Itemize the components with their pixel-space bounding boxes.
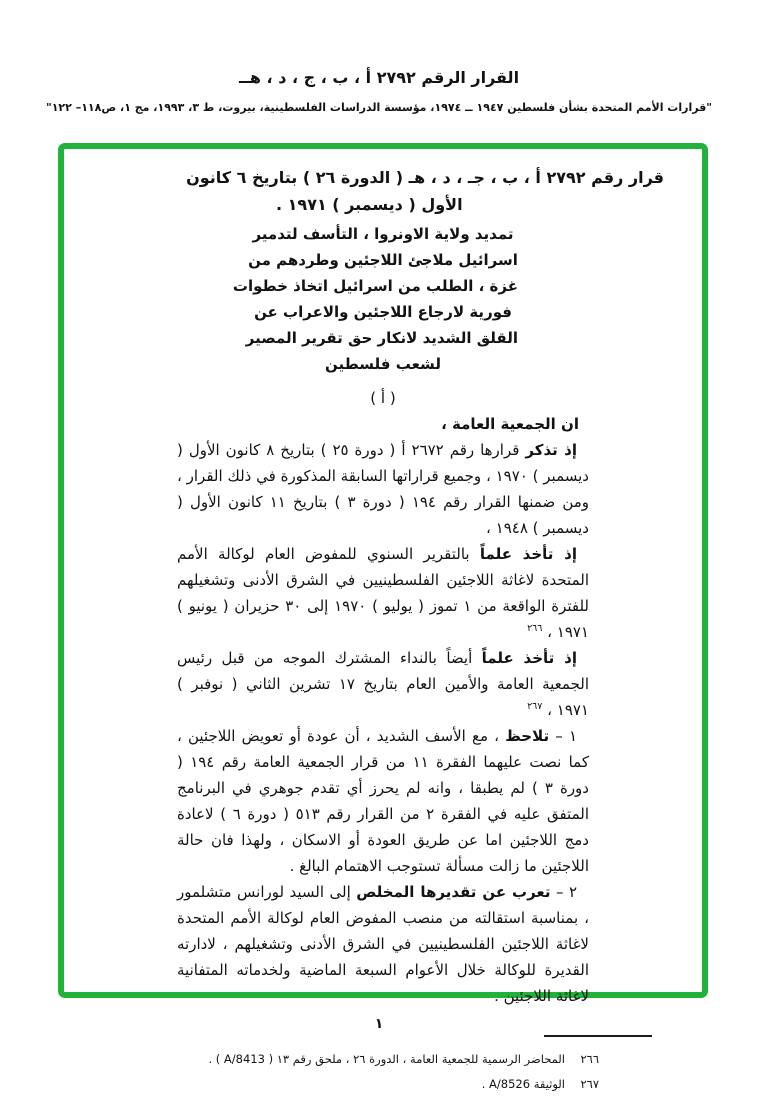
footnotes (181, 1047, 599, 1097)
footnote-number: ٢٦٦ (580, 1052, 599, 1066)
resolution-title-line1: قرار رقم ٢٧٩٢ أ ، ب ، جـ ، د ، هـ ( الدورة ٢٦ ) بتاريخ ٦ كانون (186, 168, 664, 187)
subtitle-line: غزة ، الطلب من اسرائيل اتخاذ خطوات (232, 277, 518, 295)
resolution-title (186, 164, 664, 218)
resolution-title-line2: الأول ( ديسمبر ) ١٩٧١ . (276, 195, 463, 214)
paragraph-taking-note-1 (177, 541, 589, 645)
paragraph-text: بالتقرير السنوي للمفوض العام لوكالة الأمم المتحدة لاغاثة اللاجئين الفلسطينيين في الشرق الأدنى وتشغيلهم للفترة الواقعة من ١ تموز ( يوليو ) ١٩٧٠ إلى ٣٠ حزيران ( يونيو ) ١٩٧١ ، (177, 545, 589, 641)
footnote-266 (181, 1047, 599, 1072)
resolution-body (177, 411, 589, 1009)
footnote-ref-267: ٢٦٧ (527, 701, 543, 712)
footnote-267 (181, 1072, 599, 1097)
subtitle-line: تمديد ولاية الاونروا ، التأسف لتدمير (252, 225, 514, 243)
paragraph-lead: تعرب عن تقديرها المخلص (356, 883, 551, 901)
footnote-separator (544, 1035, 652, 1037)
paragraph-text: ، مع الأسف الشديد ، أن عودة أو تعويض اللاجئين ، كما نصت عليهما الفقرة ١١ من قرار الجمعية العامة رقم ١٩٤ ( دورة ٣ ) لم يطبقا ، وانه لم يحرز أي تقدم جوهري في البرنامج المتفق عليه في الفقرة ٢ من القرار رقم ٥١٣ ( دورة ٦ ) لاعادة دمج اللاجئين اما عن طريق العودة أو الاسكان ، ولهذا فان حالة اللاجئين ما زالت مسألة تستوجب الاهتمام البالغ . (177, 727, 589, 875)
paragraph-text: قرارها رقم ٢٦٧٢ أ ( دورة ٢٥ ) بتاريخ ٨ كانون الأول ( ديسمبر ) ١٩٧٠ ، وجميع قراراتها السابقة المذكورة في ذلك القرار ، ومن ضمنها القرار رقم ١٩٤ ( دورة ٣ ) بتاريخ ١١ كانون الأول ( ديسمبر ) ١٩٤٨ ، (177, 441, 590, 537)
paragraph-lead: إذ تأخذ علماً (479, 545, 577, 563)
paragraph-operative-2 (177, 879, 589, 1009)
page-number: ١ (374, 1016, 384, 1032)
header-source-citation: "قرارات الأمم المتحدة بشأن فلسطين ١٩٤٧ ــ ١٩٧٤، مؤسسة الدراسات الفلسطينية، بيروت، ط ٣، ١٩٩٣، مج ١، ص١١٨– ١٢٢" (45, 101, 713, 114)
footnote-text: المحاضر الرسمية للجمعية العامة ، الدورة ٢٦ ، ملحق رقم ١٣ ( A/8413 ) . (208, 1052, 565, 1066)
green-highlight-box (58, 143, 708, 1091)
paragraph-operative-1 (177, 723, 589, 879)
footnote-text: الوثيقة A/8526 . (481, 1077, 565, 1091)
subtitle-line: اسرائيل ملاجئ اللاجئين وطردهم من (248, 251, 518, 269)
paragraph-number: ١ – (549, 727, 578, 745)
paragraph-text: إلى السيد لورانس متشلمور ، بمناسبة استقالته من منصب المفوض العام لوكالة الأمم المتحدة لاغاثة اللاجئين الفلسطينيين في الشرق الأدنى وتشغيلهم ، لادارته القديرة للوكالة خلال الأعوام السبعة الماضية ولخدماته المتفانية لاغاثة اللاجئين . (177, 883, 589, 1005)
paragraph-taking-note-2 (177, 645, 589, 723)
paragraph-recalling (177, 437, 589, 541)
subtitle-line: فورية لارجاع اللاجئين والاعراب عن (254, 303, 512, 321)
subtitle-line: لشعب فلسطين (325, 355, 441, 373)
paragraph-number: ٢ – (550, 883, 577, 901)
paragraph-lead: إذ تأخذ علماً (481, 649, 577, 667)
footnote-ref-266: ٢٦٦ (527, 623, 543, 634)
opening-phrase: ان الجمعية العامة ، (441, 415, 579, 433)
resolution-subtitle (232, 221, 518, 377)
header-resolution-title: القرار الرقم ٢٧٩٢ أ ، ب ، ج ، د ، هــ (238, 68, 520, 87)
section-marker-a: ( أ ) (370, 389, 396, 407)
paragraph-lead: إذ تذكر (525, 441, 578, 459)
paragraph-lead: تلاحظ (505, 727, 550, 745)
footnote-number: ٢٦٧ (580, 1077, 599, 1091)
document-content (64, 149, 702, 1097)
paragraph-text: أيضاً بالنداء المشترك الموجه من قبل رئيس الجمعية العامة والأمين العام بتاريخ ١٧ تشرين الثاني ( نوفبر ) ١٩٧١ ، (177, 649, 589, 719)
subtitle-line: القلق الشديد لانكار حق تقرير المصير (245, 329, 518, 347)
